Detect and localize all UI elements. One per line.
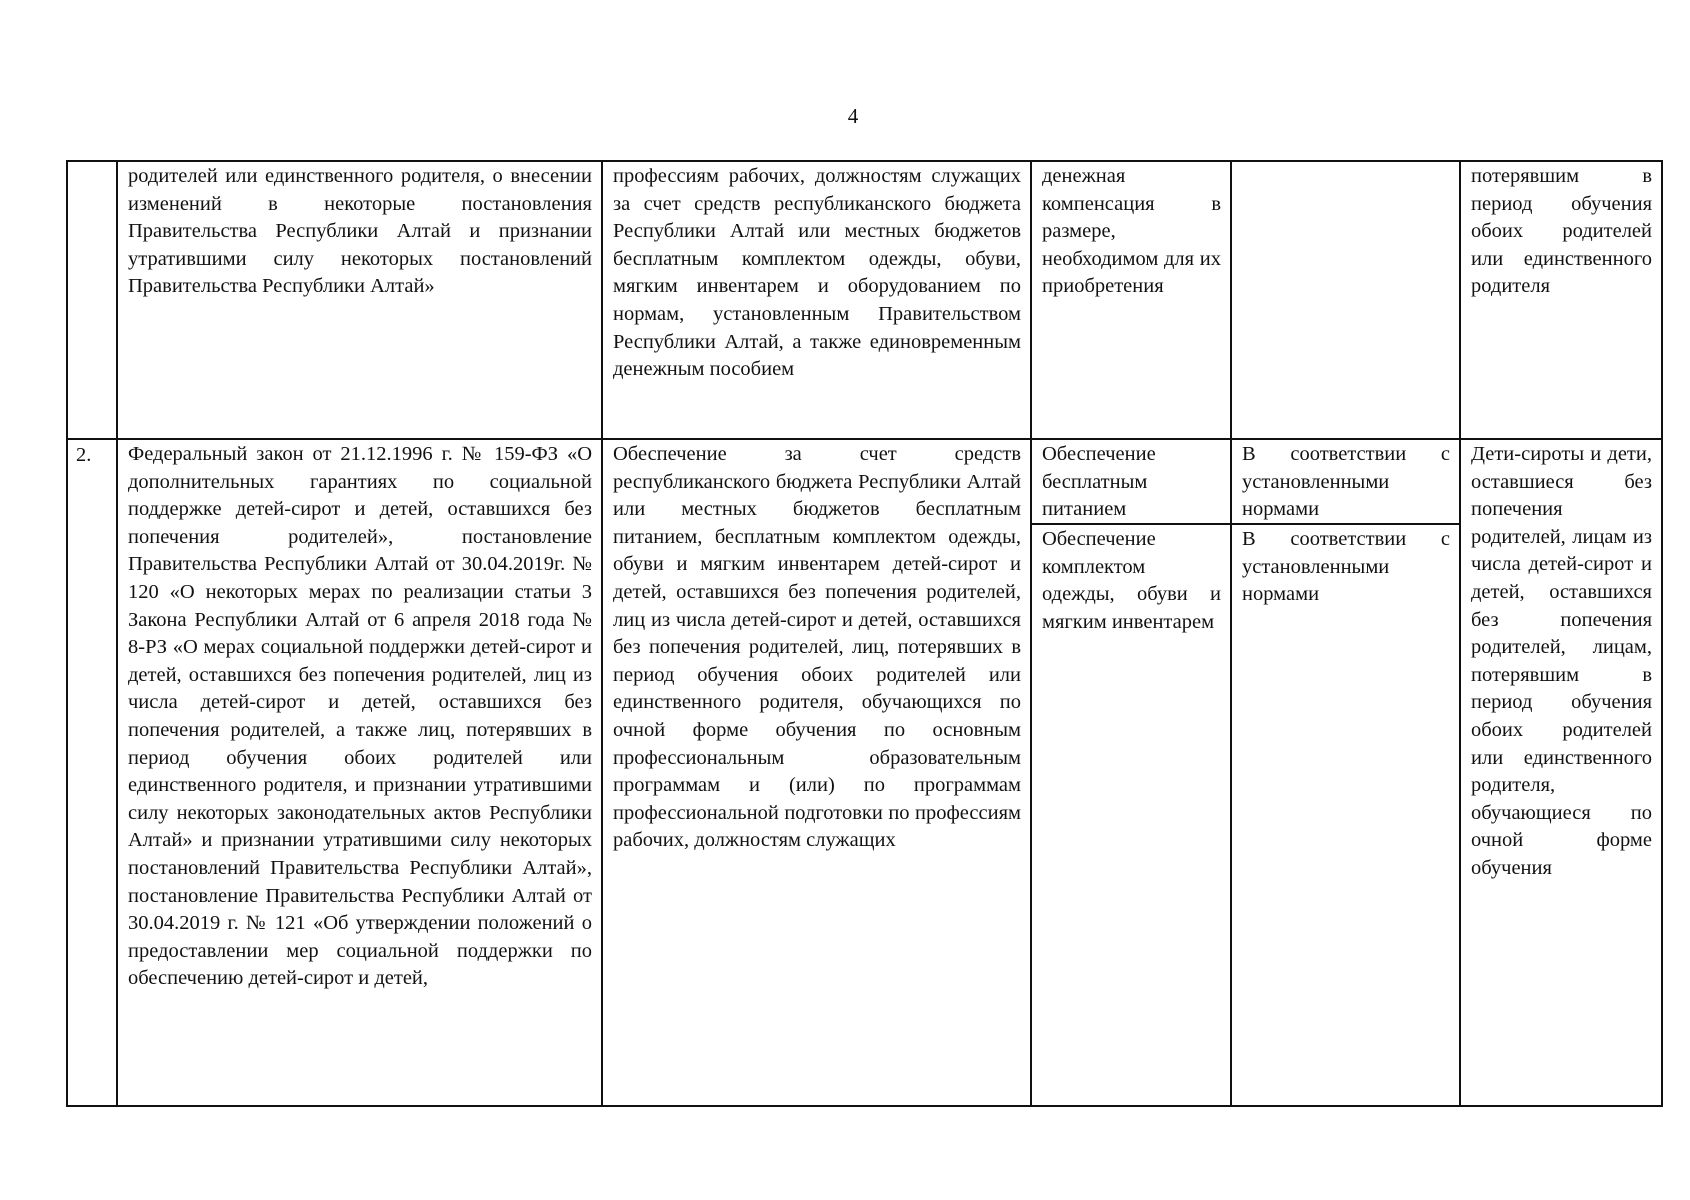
measures-table [66, 160, 1663, 1107]
amount-cell [1231, 161, 1460, 439]
amount-text [1232, 162, 1459, 163]
legal-basis-text: родителей или единственного родителя, о внесении изменений в некоторые постановления Правительства Республики Алтай и признании утратившими силу некоторых постановлений Правительства Республики Алтай» [128, 165, 592, 298]
row-number-cell [67, 161, 117, 439]
legal-basis-cell [117, 161, 602, 439]
row-number: 2. [76, 444, 92, 466]
form-item-food: Обеспечение бесплатным питанием [1032, 440, 1230, 525]
measure-cell [602, 161, 1031, 439]
recipients-text: Дети-сироты и дети, оставшиеся без попечения родителей, лицам из числа детей-сирот и детей, оставшихся без попечения родителей, лицам, потерявшим в период обучения обоих родителей или единственного родителя, обучающиеся по очной форме обучения [1471, 443, 1652, 879]
recipients-text: потерявшим в период обучения обоих родителей или единственного родителя [1471, 165, 1652, 298]
page-number: 4 [847, 104, 859, 128]
amount-cell [1231, 439, 1460, 1106]
amount-item-food: В соответствии с установленными нормами [1232, 440, 1459, 525]
form-text: денежная компенсация в размере, необходимом для их приобретения [1042, 165, 1221, 298]
recipients-cell [1460, 439, 1662, 1106]
recipients-cell [1460, 161, 1662, 439]
legal-basis-cell [117, 439, 602, 1106]
legal-basis-text: Федеральный закон от 21.12.1996 г. № 159-ФЗ «О дополнительных гарантиях по социальной поддержке детей-сирот и детей, оставшихся без попечения родителей», постановление Правительства Республики Алтай от 30.04.2019г. № 120 «О некоторых мерах по реализации статьи 3 Закона Республики Алтай от 6 апреля 2018 года № 8-РЗ «О мерах социальной поддержки детей-сирот и детей, оставшихся без попечения родителей, лиц из числа детей-сирот и детей, оставшихся без попечения родителей, а также лиц, потерявших в период обучения обоих родителей или единственного родителя, и признании утратившими силу некоторых законодательных актов Республики Алтай» и признании утратившими силу некоторых постановлений Правительства Республики Алтай», постановление Правительства Республики Алтай от 30.04.2019 г. № 121 «Об утверждении положений о предоставлении мер социальной поддержки по обеспечению детей-сирот и детей, [128, 443, 592, 990]
form-cell [1031, 439, 1231, 1106]
table-row [67, 161, 1662, 439]
form-item-clothing: Обеспечение комплектом одежды, обуви и мягким инвентарем [1042, 528, 1221, 633]
row-number [68, 162, 116, 164]
form-cell [1031, 161, 1231, 439]
measure-text: профессиям рабочих, должностям служащих за счет средств республиканского бюджета Республики Алтай или местных бюджетов бесплатным комплектом одежды, обуви, мягким инвентарем и оборудованием по нормам, установленным Правительством Республики Алтай, а также единовременным денежным пособием [613, 165, 1021, 381]
amount-item-clothing: В соответствии с установленными нормами [1242, 528, 1450, 606]
row-number-cell [67, 439, 117, 1106]
measure-cell [602, 439, 1031, 1106]
table-row [67, 439, 1662, 1106]
measure-text: Обеспечение за счет средств республиканского бюджета Республики Алтай или местных бюджетов бесплатным питанием, бесплатным комплектом одежды, обуви и мягким инвентарем детей-сирот и детей, оставшихся без попечения родителей, лиц из числа детей-сирот и детей, оставшихся без попечения родителей, лиц, потерявших в период обучения обоих родителей или единственного родителя, обучающихся по очной форме обучения по основным профессиональным образовательным программам и (или) по программам профессиональной подготовки по профессиям рабочих, должностям служащих [613, 443, 1021, 852]
